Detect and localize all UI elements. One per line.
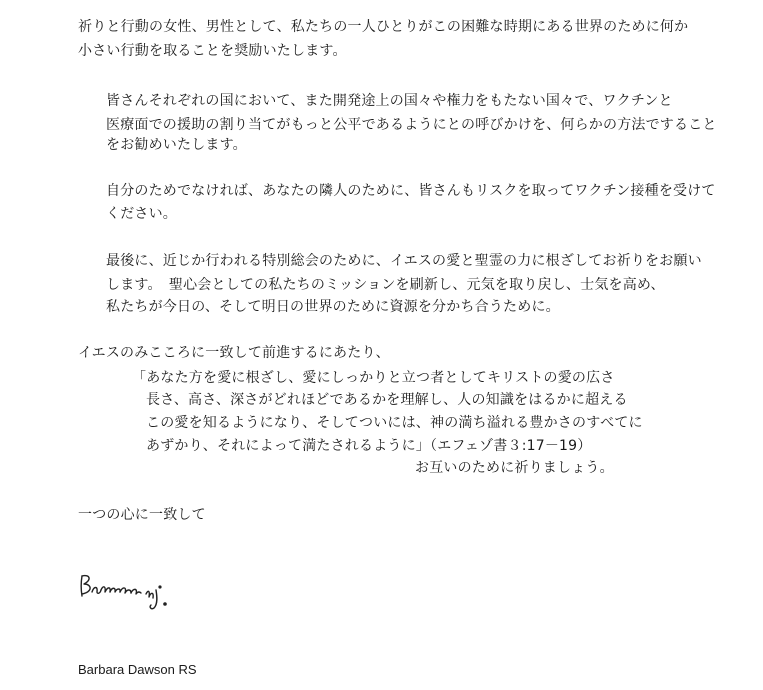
paragraph-1-line-3: をお勧めいたします。 (106, 137, 247, 153)
intro-line-1: 祈りと行動の女性、男性として、私たちの一人ひとりがこの困難な時期にある世界のために何か (78, 19, 689, 35)
paragraph-3-line-3: 私たちが今日の、そして明日の世界のために資源を分かち合うために。 (106, 299, 560, 315)
closing-intro: イエスのみこころに一致して前進するにあたり、 (78, 345, 390, 361)
paragraph-2-line-2: ください。 (106, 206, 177, 222)
quote-closing: お互いのために祈りましょう。 (415, 460, 614, 476)
quote-line-3: この愛を知るようになり、そしてついには、神の満ち溢れる豊かさのすべてに (146, 415, 643, 431)
handwritten-signature (78, 570, 178, 615)
quote-line-4: あずかり、それによって満たされるように」（エフェゾ書３:17－19） (146, 438, 592, 454)
quote-line-1: 「あなた方を愛に根ざし、愛にしっかりと立つ者としてキリストの愛の広さ (132, 370, 615, 386)
paragraph-2-line-1: 自分のためでなければ、あなたの隣人のために、皆さんもリスクを取ってワクチン接種を受けて (106, 183, 716, 199)
paragraph-1-line-1: 皆さんそれぞれの国において、また開発途上の国々や権力をもたない国々で、ワクチンと (106, 93, 673, 109)
intro-line-2: 小さい行動を取ることを奨励いたします。 (78, 43, 347, 59)
quote-line-2: 長さ、高さ、深さがどれほどであるかを理解し、人の知識をはるかに超える (146, 392, 628, 408)
paragraph-3-line-2: します。 聖心会としての私たちのミッションを刷新し、元気を取り戻し、士気を高め、 (106, 277, 665, 293)
paragraph-3-line-1: 最後に、近じか行われる特別総会のために、イエスの愛と聖霊の力に根ざしてお祈りをお願い (106, 253, 702, 269)
valediction: 一つの心に一致して (78, 507, 206, 523)
paragraph-1-line-2: 医療面での援助の割り当てがもっと公平であるようにとの呼びかけを、何らかの方法ですること (106, 117, 717, 133)
signer-name: Barbara Dawson RS (78, 662, 197, 677)
